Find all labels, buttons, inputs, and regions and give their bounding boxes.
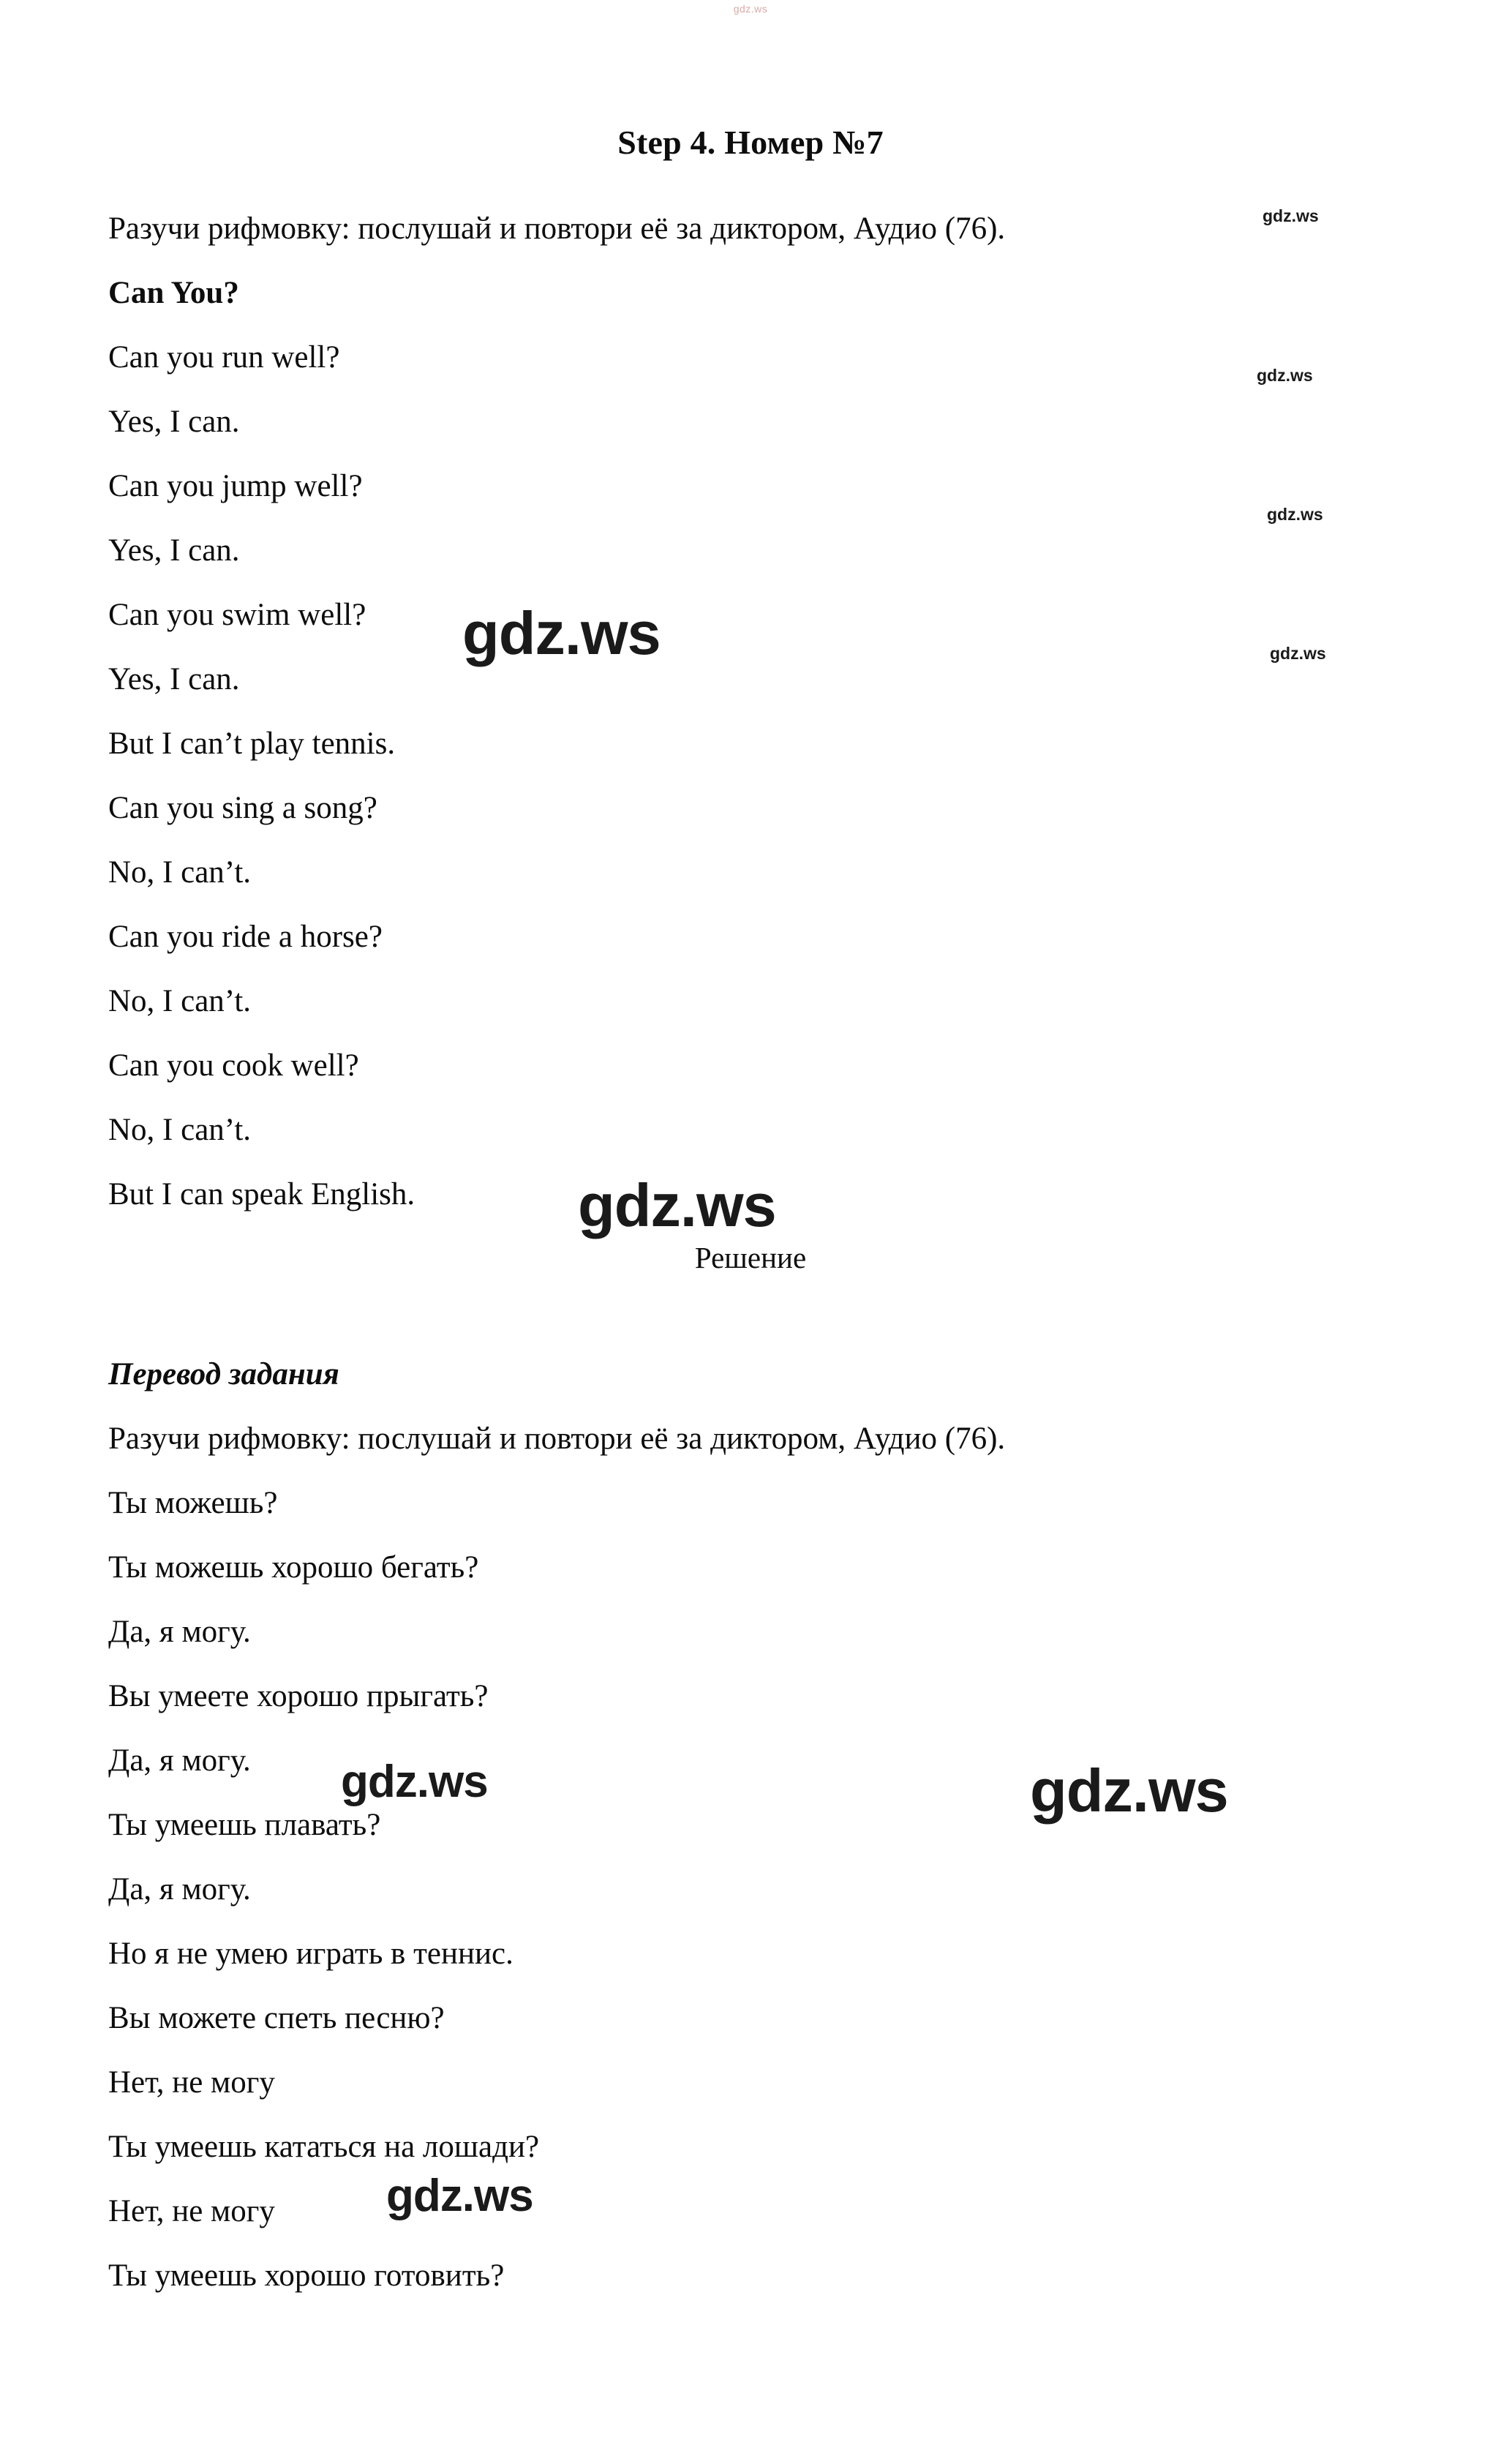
translation-line: Нет, не могу xyxy=(108,2065,275,2100)
translation-line: Вы умеете хорошо прыгать? xyxy=(108,1679,489,1713)
rhyme-title: Can You? xyxy=(108,276,239,310)
watermark: gdz.ws xyxy=(1257,366,1313,385)
watermark: gdz.ws xyxy=(386,2171,533,2221)
task-instruction: Разучи рифмовку: послушай и повтори её за диктором, Аудио (76). xyxy=(108,211,1006,246)
page-title: Step 4. Номер №7 xyxy=(617,124,884,161)
translation-line: Разучи рифмовку: послушай и повтори её за диктором, Аудио (76). xyxy=(108,1421,1006,1456)
top-watermark: gdz.ws xyxy=(733,3,768,15)
translation-line: Но я не умею играть в теннис. xyxy=(108,1937,514,1971)
rhyme-line: Yes, I can. xyxy=(108,533,240,568)
rhyme-line: Yes, I can. xyxy=(108,662,240,696)
section-spacer xyxy=(0,1275,1501,1342)
document-content xyxy=(0,123,1501,2308)
watermark: gdz.ws xyxy=(578,1171,776,1239)
translation-line: Ты умеешь плавать? xyxy=(108,1808,381,1842)
rhyme-line: No, I can’t. xyxy=(108,984,252,1018)
translation-line: Ты умеешь кататься на лошади? xyxy=(108,2130,540,2164)
rhyme-line: Yes, I can. xyxy=(108,405,240,439)
translation-line: Ты можешь? xyxy=(108,1486,278,1520)
solution-label: Решение xyxy=(694,1241,807,1274)
translation-line: Да, я могу. xyxy=(108,1615,251,1649)
translation-line: Ты умеешь хорошо готовить? xyxy=(108,2258,505,2293)
watermark: gdz.ws xyxy=(1267,505,1323,524)
translation-line: Ты можешь хорошо бегать? xyxy=(108,1550,479,1585)
watermark: gdz.ws xyxy=(1263,206,1319,225)
task-block xyxy=(0,197,1501,1227)
rhyme-line: Can you jump well? xyxy=(108,469,363,503)
watermark: gdz.ws xyxy=(1270,644,1326,663)
rhyme-line: Can you swim well? xyxy=(108,598,366,632)
translation-line: Да, я могу. xyxy=(108,1872,251,1907)
translation-heading: Перевод задания xyxy=(108,1357,339,1391)
rhyme-line: No, I can’t. xyxy=(108,855,252,890)
translation-block xyxy=(0,1342,1501,2308)
rhyme-line: No, I can’t. xyxy=(108,1113,252,1147)
watermark: gdz.ws xyxy=(462,599,661,667)
watermark: gdz.ws xyxy=(1030,1757,1228,1825)
translation-line: Да, я могу. xyxy=(108,1743,251,1778)
rhyme-line: But I can speak English. xyxy=(108,1177,415,1212)
rhyme-line: Can you sing a song? xyxy=(108,791,377,825)
rhyme-line: Can you run well? xyxy=(108,340,340,375)
rhyme-line: Can you ride a horse? xyxy=(108,920,383,954)
rhyme-line: But I can’t play tennis. xyxy=(108,726,396,761)
translation-line: Вы можете спеть песню? xyxy=(108,2001,445,2035)
rhyme-line: Can you cook well? xyxy=(108,1048,359,1083)
watermark: gdz.ws xyxy=(341,1757,488,1807)
translation-line: Нет, не могу xyxy=(108,2194,275,2228)
